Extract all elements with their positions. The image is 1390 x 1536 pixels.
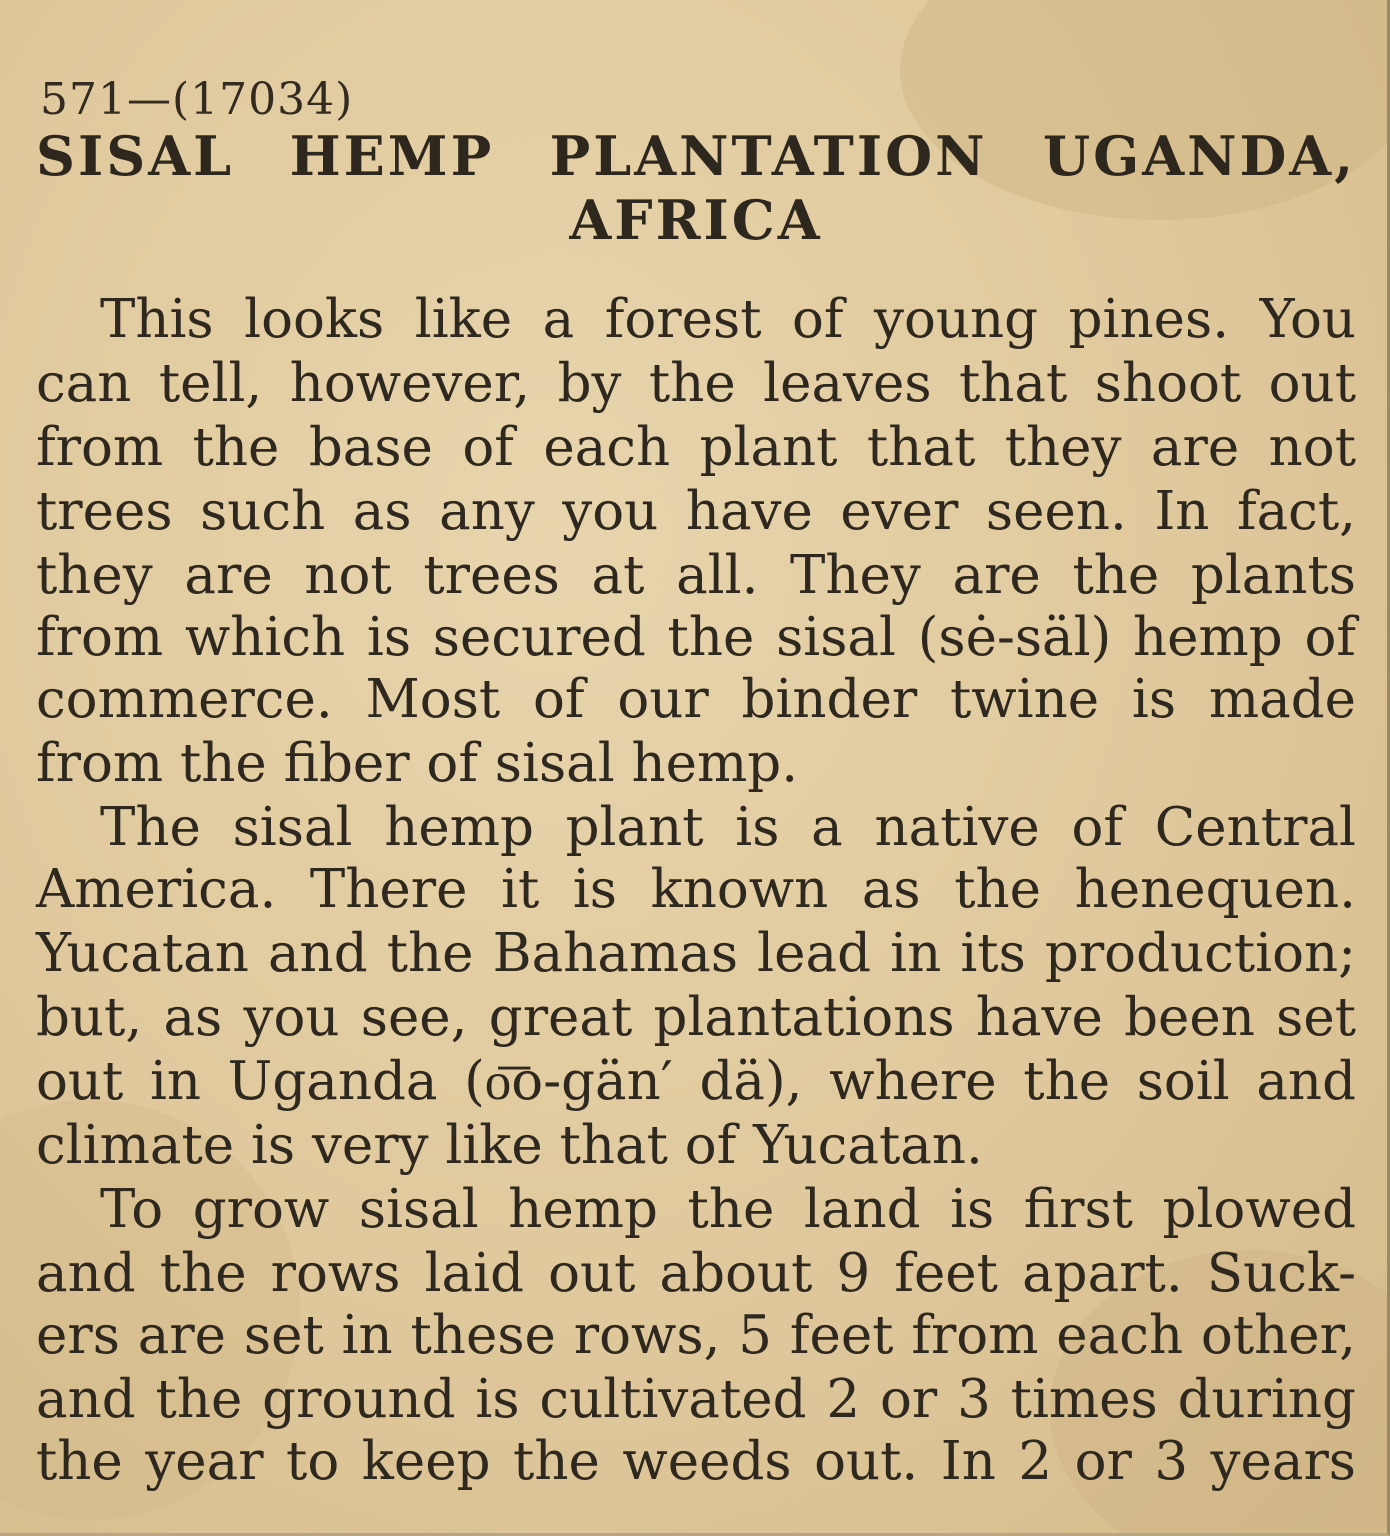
- text-line: This looks like a forest of young pines. You: [100, 289, 1356, 350]
- text-line: trees such as any you have ever seen. In fact,: [36, 481, 1356, 542]
- catalog-number: 571—(17034): [40, 74, 354, 125]
- text-line: they are not trees at all. They are the plants: [36, 545, 1356, 606]
- text-line: from which is secured the sisal (sė-säl) hemp of: [36, 607, 1356, 668]
- text-line: and the ground is cultivated 2 or 3 times during: [36, 1369, 1356, 1430]
- card-title-line-1: SISAL HEMP PLANTATION UGANDA,: [36, 124, 1356, 188]
- text-line: and the rows laid out about 9 feet apart. Suck-: [36, 1243, 1356, 1304]
- card-title-line-2: AFRICA: [569, 188, 823, 252]
- text-line: To grow sisal hemp the land is first plowed: [100, 1179, 1356, 1240]
- text-line: America. There it is known as the henequen.: [36, 859, 1356, 920]
- text-line: can tell, however, by the leaves that shoot out: [36, 353, 1356, 414]
- text-line: ers are set in these rows, 5 feet from each other,: [36, 1305, 1356, 1366]
- text-line: from the base of each plant that they are not: [36, 417, 1356, 478]
- text-line: climate is very like that of Yucatan.: [36, 1115, 983, 1176]
- text-line: out in Uganda (o͞o-gän′ dä), where the soil and: [36, 1051, 1356, 1112]
- text-line: The sisal hemp plant is a native of Central: [100, 797, 1356, 858]
- text-line: Yucatan and the Bahamas lead in its production;: [36, 923, 1356, 984]
- text-line: the year to keep the weeds out. In 2 or 3 years: [36, 1431, 1356, 1492]
- text-line: from the fiber of sisal hemp.: [36, 733, 799, 794]
- text-line: commerce. Most of our binder twine is made: [36, 669, 1356, 730]
- text-line: but, as you see, great plantations have been set: [36, 987, 1356, 1048]
